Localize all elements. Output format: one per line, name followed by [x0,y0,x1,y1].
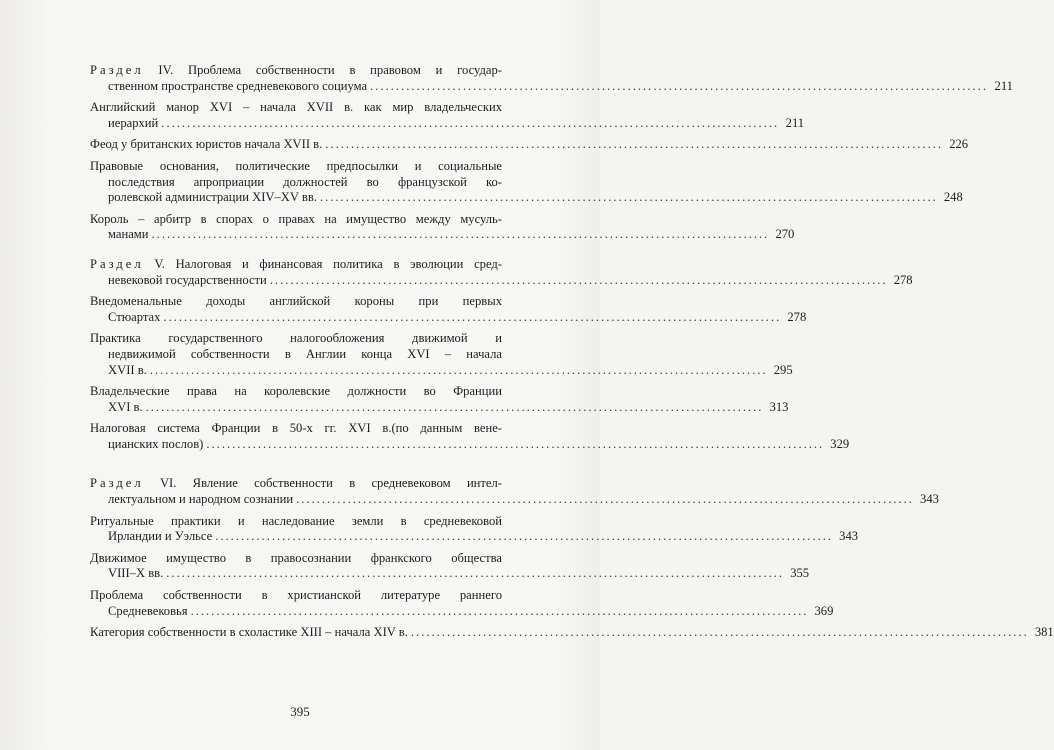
toc-page-number: 343 [839,529,859,544]
toc-entry-text: XVI в. [108,399,143,414]
toc-entry-line [90,603,834,620]
toc-entry-line [90,159,502,175]
toc-entry-line [90,294,502,310]
toc-entry-line [90,63,502,79]
toc-page-number: 329 [830,436,850,451]
dot-leader: ........................................................................................................................ [370,78,988,93]
toc-entry-line [90,476,502,492]
dot-leader: ........................................................................................................................ [410,625,1029,640]
toc-entry-text: IV. Проблема собственности в правовом и государ- [158,63,502,77]
toc-entry-text: V. Налоговая и финансовая политика в эволюции сред- [154,256,502,271]
toc-entry-text: последствия апроприации должностей во французской ко- [108,174,502,189]
section-word: Раздел [90,256,144,271]
dot-leader: ........................................................................................................................ [319,190,938,205]
dot-leader: ........................................................................................................................ [151,227,770,242]
toc-page-number: 343 [920,492,939,507]
toc-entry-line [90,331,502,347]
toc-section-heading [90,256,913,288]
dot-leader: ........................................................................................................................ [166,566,785,581]
toc-entry-text: Внедоменальные доходы английской короны при первых [90,294,502,309]
toc-entry [90,158,963,206]
toc-entry-line [90,347,502,363]
toc-entry-line [90,272,913,289]
toc-section-heading [90,63,1013,94]
toc-page-number: 278 [787,309,807,324]
toc-entry-line [90,175,502,191]
toc-entry-text: Феод у британских юристов начала XVII в. [90,137,323,152]
toc-entry-text: Средневековья [108,603,188,618]
toc-entry-text: Правовые основания, политические предпосылки и социальные [90,158,502,173]
toc-entry-text: недвижимой собственности в Англии конца XVI – начала [108,346,502,361]
toc-entry-line [90,566,810,582]
toc-entry [90,421,850,452]
dot-leader: ........................................................................................................................ [325,137,944,152]
toc-entry-text: Король – арбитр в спорах о правах на имущество между мусуль- [90,211,502,226]
toc-entry [90,625,1054,641]
dot-leader: ........................................................................................................................ [149,362,768,377]
toc-entry-text: Движимое имущество в правосознании франкского общества [90,550,502,565]
toc-entry-line [90,551,502,567]
toc-entry [90,137,969,153]
page-number: 395 [290,704,310,719]
dot-leader: ........................................................................................................................ [163,309,782,324]
toc-entry-line [90,227,795,243]
toc-entry-text: иерархий [108,115,159,130]
toc-page-number: 369 [814,603,834,618]
dot-leader: ........................................................................................................................ [269,272,888,287]
toc-entry-line [90,309,807,326]
toc-entry-line [90,78,1013,95]
toc-entry-text: лектуальном и народном сознании [108,492,294,507]
toc-entry-text: VI. Явление собственности в средневековом интел- [159,476,502,491]
toc-page-number: 270 [775,227,795,242]
toc-entry-line [90,529,859,545]
toc-entry-text: Практика государственного налогообложения движимой и [90,331,502,346]
toc-entry-text: ролевской администрации XIV–XV вв. [108,190,317,205]
dot-leader: ........................................................................................................................ [161,115,780,130]
toc-entry-text: Налоговая система Франции в 50-х гг. XVI в.(по данным вене- [90,421,502,436]
section-word: Раздел [90,476,144,491]
section-word: Раздел [90,63,144,77]
toc-entry-line [90,399,789,416]
toc-page-number: 226 [949,137,969,152]
toc-entry-line [90,100,502,116]
toc-page-number: 211 [785,115,805,130]
toc-entry-line [90,588,502,604]
toc-entry [90,100,805,131]
toc-entry-text: манами [108,227,149,242]
toc-entry-text: Ритуальные практики и наследование земли в средневековой [90,513,502,528]
toc-entry-text: XVII в. [108,362,147,377]
toc-page-number: 278 [893,272,913,287]
toc-entry [90,588,834,619]
toc-entry-line [90,436,850,453]
toc-entry [90,550,810,582]
toc-entry-line [90,212,502,228]
toc-entry-line [90,492,939,508]
dot-leader: ........................................................................................................................ [215,529,834,544]
toc-entry [90,294,807,325]
toc-entry-line [90,625,1054,641]
toc-entry-text: Английский манор XVI – начала XVII в. как мир владельческих [90,100,502,115]
dot-leader: ........................................................................................................................ [296,492,914,507]
toc-entry [90,211,795,243]
toc-entry-text: VIII–X вв. [108,566,164,581]
dot-leader: ........................................................................................................................ [190,603,809,618]
toc-page-number: 248 [943,190,963,205]
toc-entry-text: ственном пространстве средневекового социума [108,78,368,93]
toc-entry-line [90,115,805,132]
toc-entry-line [90,190,963,206]
dot-leader: ........................................................................................................................ [206,436,825,451]
toc-entry-text: Проблема собственности в христианской литературе раннего [90,588,502,603]
toc-page-number: 295 [773,362,793,377]
toc-entry-text: Владельческие права на королевские должности во Франции [90,384,502,399]
toc-page-number: 381 [1034,625,1054,640]
toc-entry [90,513,859,545]
toc-entry-line [90,257,502,273]
toc-entry-text: цианских послов) [108,436,204,451]
toc-entry [90,331,793,378]
toc-entry-text: Категория собственности в схоластике XIII – начала XIV в. [90,625,408,640]
toc-entry-text: Стюартах [108,309,161,324]
toc-page-number: 211 [994,78,1013,93]
toc-page-number: 355 [790,566,810,581]
toc-section-heading [90,476,939,507]
toc-entry-text: Ирландии и Уэльсе [108,529,213,544]
toc-entry-text: невековой государственности [108,272,267,287]
toc-entry-line [90,362,793,379]
toc-page-number: 313 [769,399,789,414]
toc-entry [90,384,789,415]
dot-leader: ........................................................................................................................ [145,399,764,414]
toc-entry-line [90,421,502,437]
toc-entry-line [90,137,969,153]
toc-entry-line [90,514,502,530]
table-of-contents [90,57,1054,641]
toc-entry-line [90,384,502,400]
